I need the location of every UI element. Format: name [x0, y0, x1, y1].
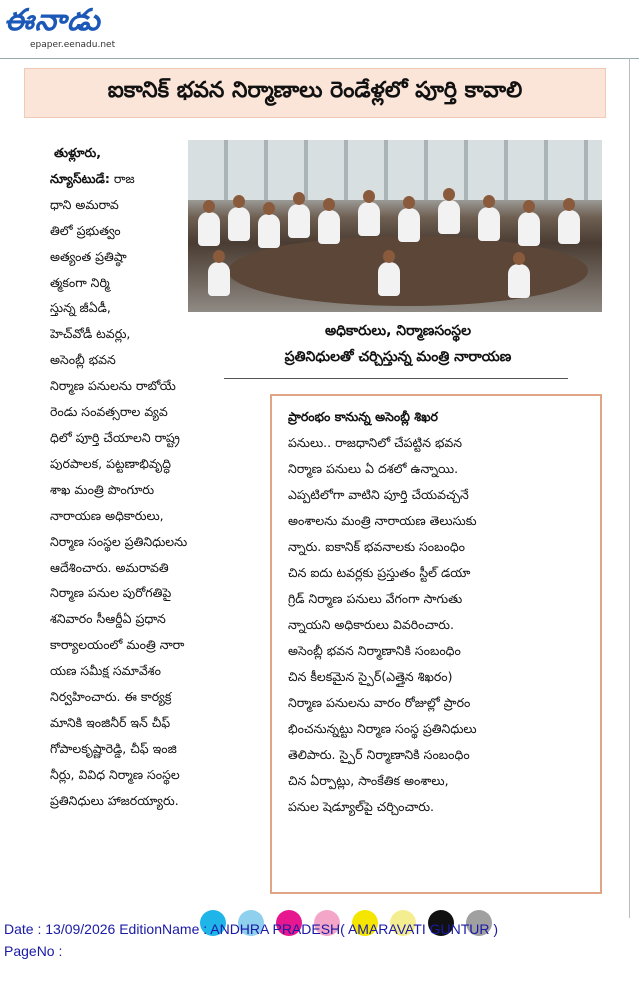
dateline-source: న్యూస్‌టుడే:	[50, 170, 110, 186]
photo-person	[438, 200, 460, 234]
body-line: నిర్మాణ పనులను రాబోయే	[50, 378, 176, 394]
photo-person	[518, 212, 540, 246]
sidebar-line: నిర్మాణ పనులు ఏ దశలో ఉన్నాయి.	[288, 461, 459, 476]
photo-person-head	[363, 190, 375, 203]
body-line: పురపాలక, పట్టణాభివృద్ధి	[50, 455, 171, 471]
body-line: నిర్మాణ పనుల పురోగతిపై	[50, 585, 172, 601]
sidebar-line: అసెంబ్లీ భవన నిర్మాణానికి సంబంధిం	[288, 643, 461, 658]
photo-person	[358, 202, 380, 236]
sidebar-line: చిన ఏర్పాట్లు, సాంకేతిక అంశాలు,	[288, 773, 449, 788]
photo-person-head	[483, 195, 495, 208]
photo-person-head	[513, 252, 525, 265]
dateline: తుళ్లూరు,	[54, 145, 101, 160]
body-line: అసెంబ్లీ భవన	[50, 352, 116, 368]
photo-person-head	[383, 250, 395, 263]
sidebar-line: గ్రిడ్ నిర్మాణ పనులు వేగంగా సాగుతు	[288, 591, 463, 606]
photo-person-head	[443, 188, 455, 201]
sidebar-line: పనుల షెడ్యూల్‌పై చర్చించారు.	[288, 799, 435, 814]
body-line: ప్రతినిధులు హాజరయ్యారు.	[50, 792, 179, 808]
photo-person	[288, 204, 310, 238]
photo-person-head	[213, 250, 225, 263]
photo-conference-table	[228, 236, 588, 306]
photo-person-head	[523, 200, 535, 213]
photo-person-head	[563, 198, 575, 211]
body-line: తిలో ప్రభుత్వం	[50, 222, 121, 238]
photo-person-head	[293, 192, 305, 205]
epaper-url: epaper.eenadu.net	[30, 40, 116, 50]
sidebar-line: ఎప్పటిలోగా వాటిని పూర్తి చేయవచ్చనే	[288, 487, 469, 502]
sidebar-line: చిన కీలకమైన స్పైర్(ఎత్తైన శిఖరం)	[288, 669, 453, 684]
photo-person	[508, 264, 530, 298]
sidebar-body	[288, 430, 586, 820]
photo-person	[378, 262, 400, 296]
sidebar-line: భించనున్నట్టు నిర్మాణ సంస్థ ప్రతినిధులు	[288, 721, 477, 736]
eenadu-logo	[4, 2, 139, 50]
caption-underline	[224, 378, 568, 379]
body-line: రెండు సంవత్సరాల వ్యవ	[50, 404, 168, 420]
sidebar-line: తెలిపారు. స్పైర్ నిర్మాణానికి సంబంధిం	[288, 747, 470, 762]
photo-caption	[218, 318, 578, 370]
photo-person-head	[203, 200, 215, 213]
photo-person	[228, 207, 250, 241]
body-line: శాఖ మంత్రి పొంగూరు	[50, 481, 155, 497]
body-line: కార్యాలయంలో మంత్రి నారా	[50, 637, 185, 653]
photo-person	[258, 214, 280, 248]
meeting-photo	[188, 140, 602, 312]
body-line: యణ సమీక్ష సమావేశం	[50, 663, 161, 679]
body-line: త్మకంగా నిర్మి	[50, 274, 110, 290]
frame-divider	[0, 58, 639, 59]
body-line: హెచ్‌వోడీ టవర్లు,	[50, 326, 131, 342]
body-line: నీర్లు, వివిధ నిర్మాణ సంస్థల	[50, 766, 180, 782]
photo-person	[208, 262, 230, 296]
body-line: మానికి ఇంజినీర్ ఇన్ చీఫ్	[50, 714, 171, 730]
sidebar-box	[270, 394, 602, 894]
sidebar-heading: ప్రారంభం కానున్న అసెంబ్లీ శిఖర	[288, 409, 438, 424]
caption-line-1: అధికారులు, నిర్మాణసంస్థల	[324, 323, 472, 339]
headline-text: ఐకానిక్ భవన నిర్మాణాలు రెండేళ్లలో పూర్తి కావాలి	[107, 78, 523, 103]
photo-person	[558, 210, 580, 244]
photo-person-head	[403, 196, 415, 209]
body-line: నిర్మాణ సంస్థల ప్రతినిధులను	[50, 533, 188, 549]
sidebar-box-content	[288, 404, 586, 820]
sidebar-line: పనులు.. రాజధానిలో చేపట్టిన భవన	[288, 435, 462, 450]
body-line: నారాయణ అధికారులు,	[50, 507, 164, 523]
footer-edition: Date : 13/09/2026 EditionName : ANDHRA PRADESH( AMARAVATI GUNTUR )	[4, 921, 499, 937]
photo-person-head	[263, 202, 275, 215]
sidebar-line: అంశాలను మంత్రి నారాయణ తెలుసుకు	[288, 513, 477, 528]
sidebar-line: చిన ఐదు టవర్లకు ప్రస్తుతం స్టీల్ డయా	[288, 565, 471, 580]
body-line: రాజ	[113, 170, 135, 186]
photo-person	[318, 210, 340, 244]
photo-person	[198, 212, 220, 246]
photo-window-blinds	[188, 140, 602, 200]
sidebar-line: న్నారు. ఐకానిక్ భవనాలకు సంబంధిం	[288, 539, 465, 554]
page-footer	[4, 918, 634, 962]
body-line: ఆదేశించారు. అమరావతి	[50, 559, 169, 575]
body-line: అత్యంత ప్రతిష్ఠా	[50, 248, 127, 264]
body-line: ధిలో పూర్తి చేయాలని రాష్ట్ర	[50, 429, 180, 445]
body-line: స్తున్న జీఏడీ,	[50, 300, 111, 316]
frame-divider-right	[629, 58, 630, 918]
body-line: శనివారం సీఆర్డీఏ ప్రధాన	[50, 611, 166, 627]
photo-person	[398, 208, 420, 242]
sidebar-line: న్నాయని అధికారులు వివరించారు.	[288, 617, 454, 632]
caption-line-2: ప్రతినిధులతో చర్చిస్తున్న మంత్రి నారాయణ	[284, 349, 512, 365]
body-line: నిర్వహించారు. ఈ కార్యక్ర	[50, 689, 172, 705]
footer-page: PageNo :	[4, 943, 63, 959]
body-line: గోపాలకృష్ణారెడ్డి, చీఫ్ ఇంజి	[50, 740, 177, 756]
sidebar-line: నిర్మాణ పనులను వారం రోజుల్లో ప్రారం	[288, 695, 471, 710]
photo-person-head	[323, 198, 335, 211]
photo-person-head	[233, 195, 245, 208]
logo-wordmark: ఈనాడు	[4, 3, 101, 38]
headline-banner	[24, 68, 606, 118]
photo-person	[478, 207, 500, 241]
body-line: ధాని అమరావ	[50, 196, 119, 212]
